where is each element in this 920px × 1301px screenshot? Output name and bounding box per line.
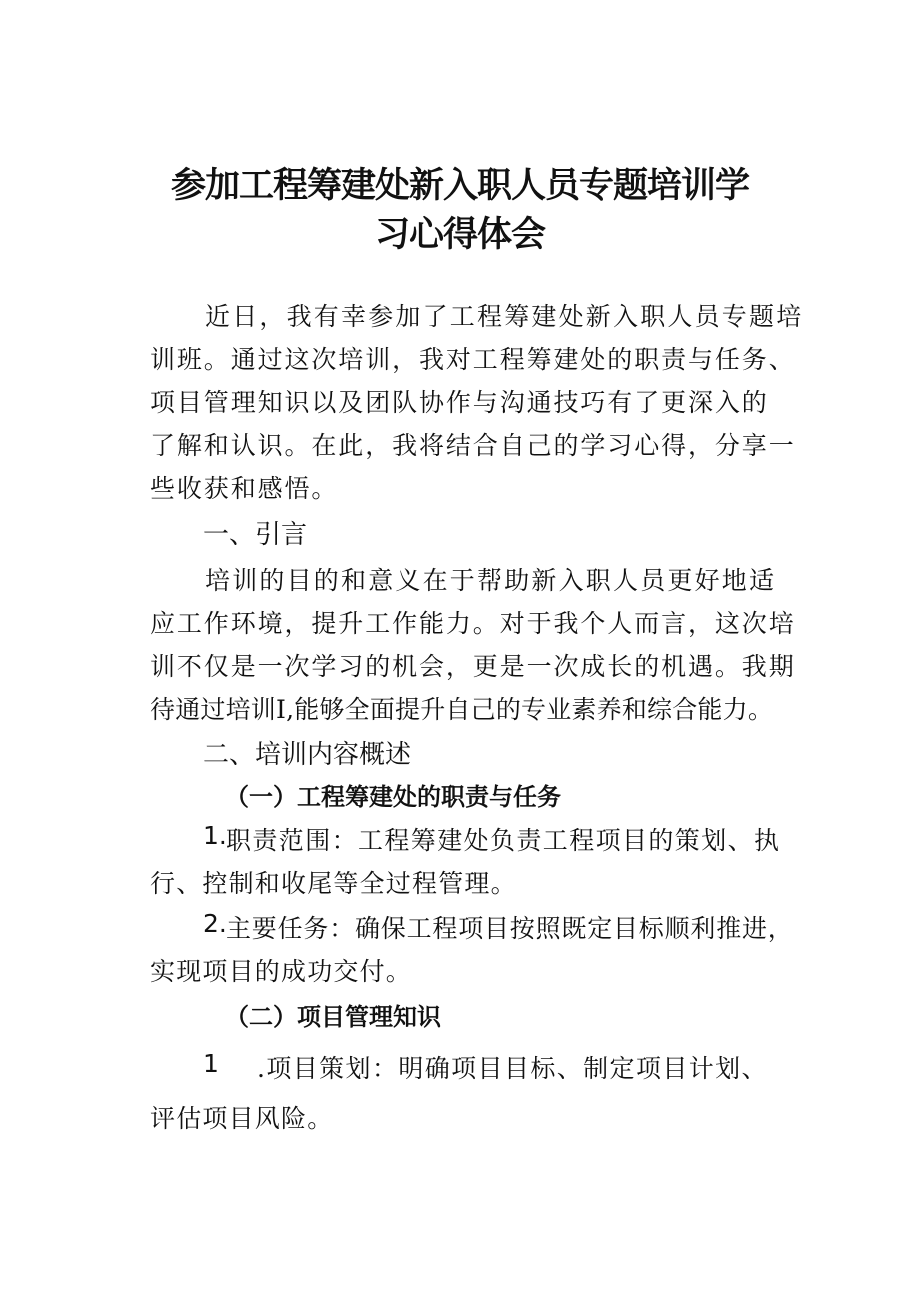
- item-3-line-1: .项目策划：明确项目目标、制定项目计划、: [257, 1054, 768, 1083]
- section1-line-2: 应工作环境，提升工作能力。对于我个人而言，这次培: [150, 609, 796, 638]
- item-2-number: 2.: [203, 909, 227, 938]
- document-title-line-1: 参加工程筹建处新入职人员专题培训学: [170, 166, 749, 206]
- subsection-heading-project-management: （二）项目管理知识: [225, 1003, 441, 1031]
- intro-line-5: 些收获和感悟。: [150, 474, 339, 503]
- section1-line-4: 待通过培训I,能够全面提升自己的专业素养和综合能力。: [150, 695, 774, 724]
- intro-line-1: 近日，我有幸参加了工程筹建处新入职人员专题培: [205, 302, 804, 331]
- intro-line-3: 项目管理知识以及团队协作与沟通技巧有了更深入的: [150, 388, 769, 417]
- document-title-line-2: 习心得体会: [374, 215, 545, 255]
- section1-line-3: 训不仅是一次学习的机会，更是一次成长的机遇。我期: [150, 652, 796, 681]
- item-2-line-1: 主要任务：确保工程项目按照既定目标顺利推进，: [226, 914, 794, 943]
- section-heading-training-overview: 二、培训内容概述: [203, 740, 412, 770]
- section-heading-intro: 一、引言: [203, 520, 308, 550]
- item-2-line-2: 实现项目的成功交付。: [150, 957, 413, 986]
- section1-line-1: 培训的目的和意义在于帮助新入职人员更好地适: [205, 566, 777, 595]
- item-1-line-2: 行、控制和收尾等全过程管理。: [150, 869, 517, 898]
- intro-line-4: 了解和认识。在此，我将结合自己的学习心得，分享一: [150, 431, 796, 460]
- item-3-line-2: 评估项目风险。: [150, 1104, 334, 1133]
- item-1-line-1: 职责范围：工程筹建处负责工程项目的策划、执: [226, 826, 781, 855]
- item-3-number: 1: [203, 1049, 219, 1078]
- intro-line-2: 训班。通过这次培训，我对工程筹建处的职责与任务、: [150, 345, 796, 374]
- item-1-number: 1.: [203, 821, 227, 850]
- subsection-heading-duties: （一）工程筹建处的职责与任务: [225, 783, 561, 811]
